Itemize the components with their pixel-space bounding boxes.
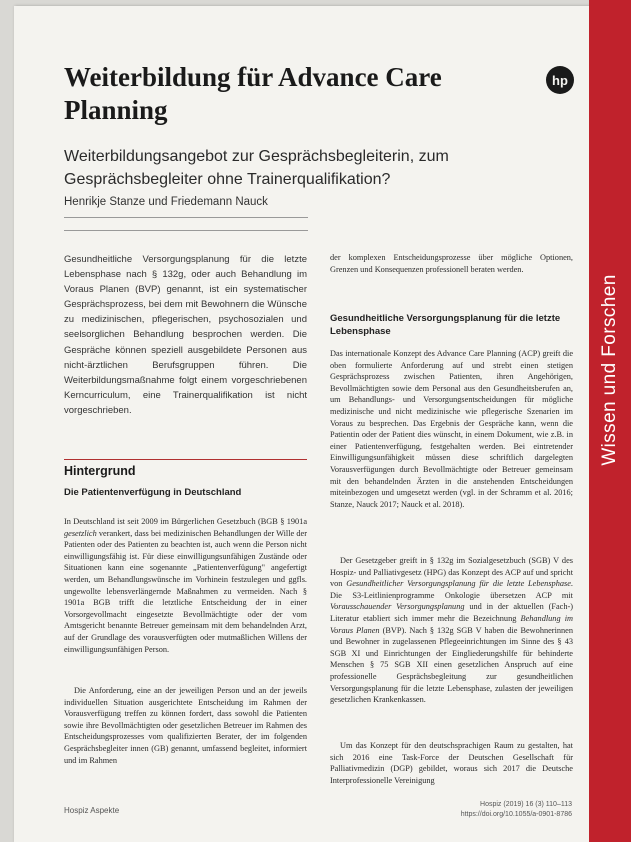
footer-citation-line: Hospiz (2019) 16 (3) 110–113 <box>480 801 572 808</box>
side-tab-label: Wissen und Forschen <box>599 274 620 466</box>
right-subheading: Gesundheitliche Versorgungsplanung für die letzte Lebensphase <box>330 313 561 337</box>
right-paragraph-1: Das internationale Konzept des Advance Care Planning (ACP) greift die oben formulierte Anforderung auf und strebt einen stetigen Gesprächsprozess zwischen Patienten, ihren Angehörigen, Bevollmächtigten sowie dem Personal aus den Gesundheitsberufen an, um Behandlungs- und Versorgungsentscheidungen für mögliche medizinische und nicht medizinische wie pflegerische Szenarien im Voraus zu besprechen. Das Ergebnis der Gespräche kann, wenn die Patientin oder der Patient dies wünscht, in einem Dokument, wie z.B. in einer Patientenverfügung, festgehalten werden. Bei eintretender Einwilligungsunfähigkeit müssen diese schriftlich dargelegten Vorausverfügungen durch Bevollmächtigte oder Betreuer gemeinsam mit den behandelnden Ärzten in die anstehenden Entscheidungen miteinbezogen und umgesetzt werden (vgl. in der Schramm et al. 2016; Stanze, Nauck 2017; Nauck et al. 2018). <box>330 349 573 509</box>
article-authors: Henrikje Stanze und Friedemann Nauck <box>64 196 268 208</box>
journal-logo-icon: hp <box>546 66 574 94</box>
left-paragraph-1: In Deutschland ist seit 2009 im Bürgerlichen Gesetzbuch (BGB § 1901a gesetzlich verankert, dass bei medizinischen Behandlungen der Wille der Patienten oder des Patienten zu beachten ist, auch wenn die Person nicht einwilligungsfähig ist. Für diese einwilligungsunfähigen Zustände oder Situationen kann eine sogenannte „Patientenverfügung" angefertigt werden, um Behandlungswünsche im Vorhinein festzulegen und ggfls. ungewollte lebensverlängernde Maßnahmen zu vermeiden. Nach § 1901a BGB trifft die letztliche Entscheidung der in einer Vorsorgevollmacht eingesetzte Bevollmächtigte oder der vom Amtsgericht benannte Betreuer gemeinsam mit dem behandelnden Arzt, auf der Grundlage des vorausverfügten oder mutmaßlichen Willens der einwilligungsunfähigen Person. <box>64 517 307 654</box>
section-heading: Hintergrund <box>64 459 307 478</box>
footer-doi: https://doi.org/10.1055/a-0901-8786 <box>460 811 572 818</box>
article-subtitle: Weiterbildungsangebot zur Gesprächsbegleiterin, zum Gesprächsbegleiter ohne Trainerqualifikation? <box>64 148 449 188</box>
footer-journal-name: Hospiz Aspekte <box>64 806 120 815</box>
article-title: Weiterbildung für Advance Care Planning <box>64 62 442 125</box>
right-paragraph-3: Um das Konzept für den deutschsprachigen Raum zu gestalten, hat sich 2016 eine Task-Force der Deutschen Gesellschaft für Palliativmedizin (DGP) gebildet, woraus sich 2017 die Deutsche Interprofessionelle Vereinigung <box>330 741 573 785</box>
section-side-tab <box>589 0 631 842</box>
abstract-divider <box>64 230 308 231</box>
right-paragraph-2: Der Gesetzgeber greift in § 132g im Sozialgesetzbuch (SGB) V des Hospiz- und Palliativgesetz (HPG) das Konzept des ACP auf und spricht von Gesundheitlicher Versorgungsplanung für die letzte Lebensphase. Die S3-Leitlinienprogramme Onkologie übersetzen ACP mit Vorausschauender Versorgungsplanung und in der aktuellen (Fach-) Literatur etabliert sich immer mehr die Bezeichnung Behandlung im Voraus Planen (BVP). Nach § 132g SGB V haben die Bewohnerinnen und Bewohner in zugelassenen Pflegeeinrichtungen im Sinne des § 43 SGB XI und Einrichtungen der Eingliederungshilfe für behinderte Menschen § 75 SGB XII einen gesetzlichen Anspruch auf eine professionelle Gesprächsbegleitung zur gesundheitlichen Versorgungsplanung für die letzte Lebensphase, zulasten der jeweiligen gesetzlichen Krankenkassen. <box>330 556 574 705</box>
authors-divider <box>64 217 308 218</box>
article-abstract: Gesundheitliche Versorgungsplanung für die letzte Lebensphase nach § 132g, oder auch Behandlung im Voraus Planen (BVP) genannt, ist ein systematischer Gesprächsprozess, bei dem mit Bewohnern die Wünsche zu medizinischen, pflegerischen, psychosozialen und seelsorglichen Behandlung besprochen werden. Die Gespräche können speziell ausgebildete Personen aus nicht-ärztlichen Berufsgruppen führen. Die Weiterbildungsmaßnahme folgt einem vorgeschriebenen Kerncurriculum, eine Trainerqualifikation ist nicht vorgeschrieben. <box>64 254 307 416</box>
footer-citation <box>376 800 572 820</box>
right-intro-paragraph: der komplexen Entscheidungsprozesse über mögliche Optionen, Grenzen und Konsequenzen professionell beraten werden. <box>330 253 573 274</box>
left-subheading: Die Patientenverfügung in Deutschland <box>64 487 242 498</box>
left-paragraph-2: Die Anforderung, eine an der jeweiligen Person und an der jeweils individuellen Situation ausgerichtete Entscheidung im Rahmen der Vorausverfügung treffen zu können fordert, dass sowohl die Patienten sowie ihre Bevollmächtigten oder gesetzlichen Betreuer im Rahmen des Entscheidungsprozesses vom qualifizierten Berater, der im folgenden Gesprächsbegleiter innen (GB) genannt, umfassend begleitet, informiert und im Rahmen <box>64 686 307 765</box>
